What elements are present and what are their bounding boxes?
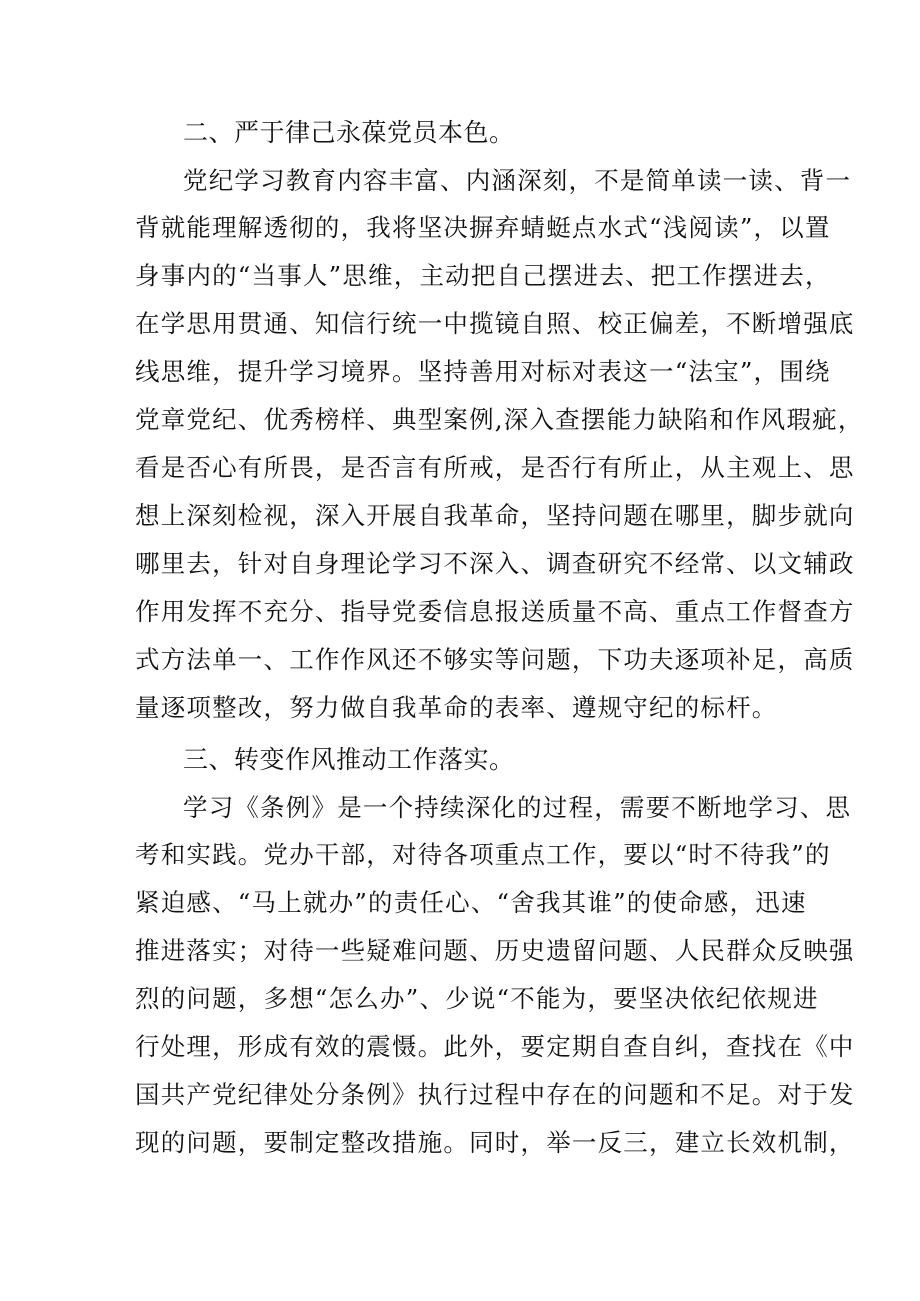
section-2-line-5: 线思维，提升学习境界。坚持善用对标对表这一“法宝”，围绕 xyxy=(135,357,831,386)
section-2-heading: 二、严于律己永葆党员本色。 xyxy=(183,118,515,147)
section-2-line-2: 背就能理解透彻的，我将坚决摒弃蜻蜓点水式“浅阅读”，以置 xyxy=(135,213,831,242)
section-3-line-2: 考和实践。党办干部，对待各项重点工作，要以“时不待我”的 xyxy=(135,840,831,869)
section-2-line-9: 哪里去，针对自身理论学习不深入、调查研究不经常、以文辅政 xyxy=(135,549,855,578)
section-3-line-1: 学习《条例》是一个持续深化的过程，需要不断地学习、思 xyxy=(183,793,852,822)
section-2-line-7: 看是否心有所畏，是否言有所戒，是否行有所止，从主观上、思 xyxy=(135,453,855,482)
section-3-line-8: 现的问题，要制定整改措施。同时，举一反三，建立长效机制， xyxy=(135,1128,855,1157)
section-2-line-12: 量逐项整改，努力做自我革命的表率、遵规守纪的标杆。 xyxy=(135,693,778,722)
section-3-line-6: 行处理，形成有效的震慑。此外，要定期自查自纠，查找在《中 xyxy=(135,1032,855,1061)
section-3-line-4: 推进落实；对待一些疑难问题、历史遗留问题、人民群众反映强 xyxy=(135,936,855,965)
section-2-line-8: 想上深刻检视，深入开展自我革命，坚持问题在哪里，脚步就向 xyxy=(135,501,855,530)
section-2-line-4: 在学思用贯通、知信行统一中揽镜自照、校正偏差，不断增强底 xyxy=(135,309,855,338)
section-2-line-6: 党章党纪、优秀榜样、典型案例,深入查摆能力缺陷和作风瑕疵， xyxy=(135,405,864,434)
section-2-line-3: 身事内的“当事人”思维，主动把自己摆进去、把工作摆进去， xyxy=(135,261,831,290)
section-3-line-7: 国共产党纪律处分条例》执行过程中存在的问题和不足。对于发 xyxy=(135,1080,855,1109)
section-2-line-11: 式方法单一、工作作风还不够实等问题，下功夫逐项补足，高质 xyxy=(135,645,855,674)
section-2-line-10: 作用发挥不充分、指导党委信息报送质量不高、重点工作督查方 xyxy=(135,597,855,626)
section-3-heading: 三、转变作风推动工作落实。 xyxy=(183,745,515,774)
section-3-line-3: 紧迫感、“马上就办”的责任心、“舍我其谁”的使命感，迅速 xyxy=(135,888,807,917)
section-2-line-1: 党纪学习教育内容丰富、内涵深刻，不是简单读一读、背一 xyxy=(183,166,852,195)
section-3-line-5: 烈的问题，多想“怎么办”、少说“不能为，要坚决依纪依规进 xyxy=(135,984,819,1013)
